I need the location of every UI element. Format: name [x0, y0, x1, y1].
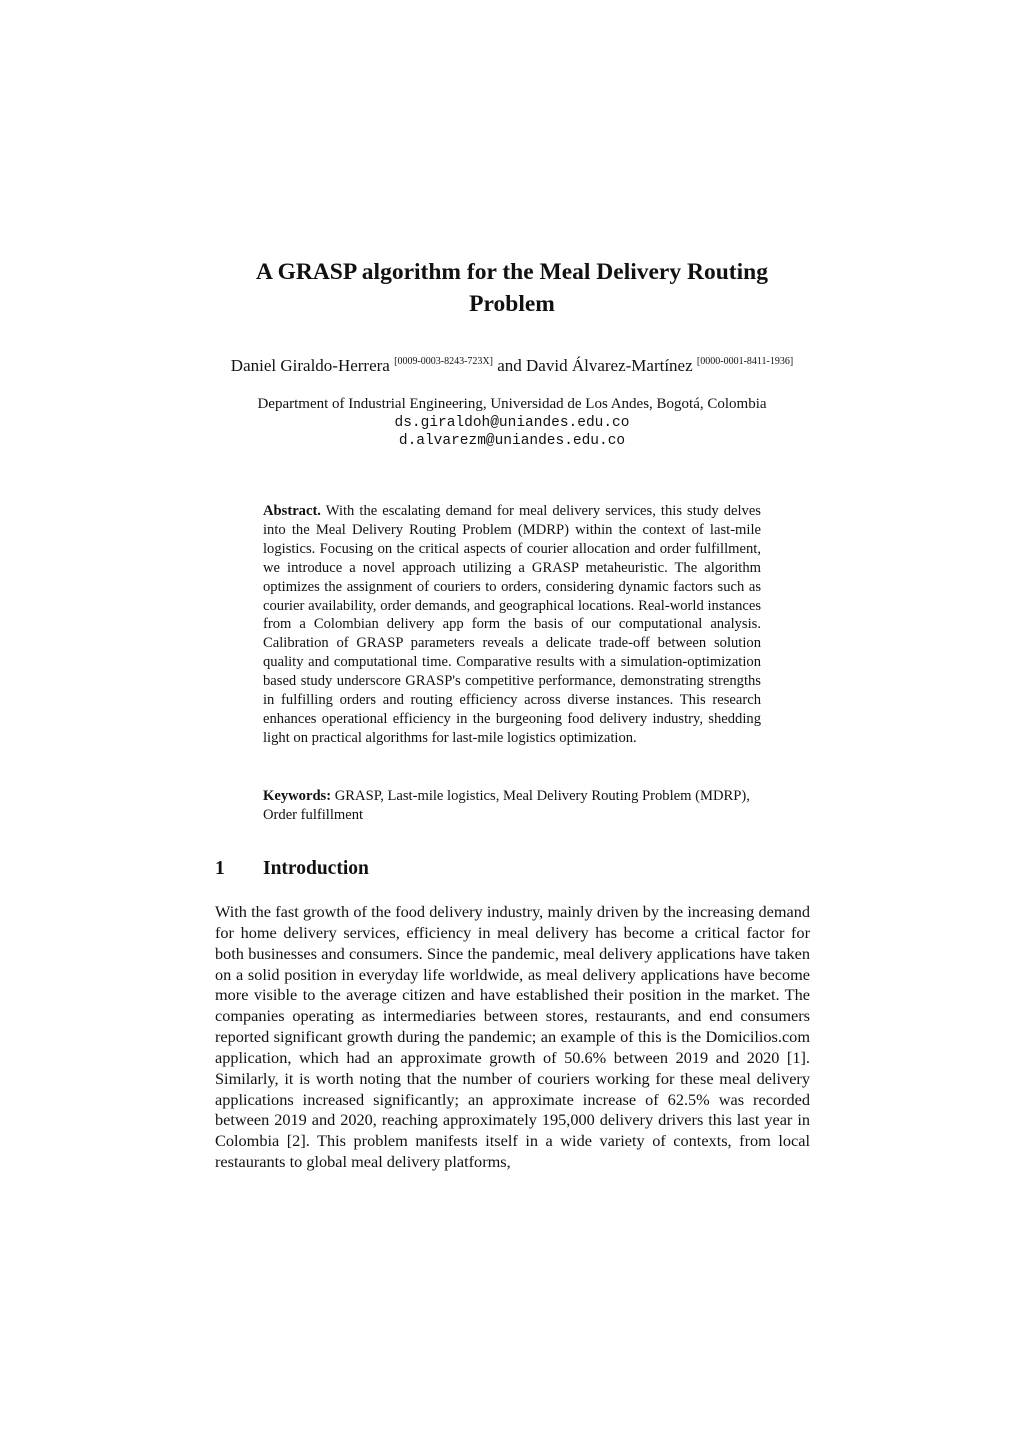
- section-number: 1: [215, 858, 225, 879]
- abstract-text: With the escalating demand for meal delivery services, this study delves into the Meal Delivery Routing Problem (MDRP) within the context of last-mile logistics. Focusing on the critical aspects of courier allocation and order fulfillment, we introduce a novel approach utilizing a GRASP metaheuristic. The algorithm optimizes the assignment of couriers to orders, considering dynamic factors such as courier availability, order demands, and geographical locations. Real-world instances from a Colombian delivery app form the basis of our computational analysis. Calibration of GRASP parameters reveals a delicate trade-off between solution quality and computational time. Comparative results with a simulation-optimization based study underscore GRASP's competitive performance, demonstrating strengths in fulfilling orders and routing efficiency across diverse instances. This research enhances operational efficiency in the burgeoning food delivery industry, shedding light on practical algorithms for last-mile logistics optimization.: [263, 503, 761, 746]
- section-title: Introduction: [263, 858, 369, 879]
- paper-title-line-2: Problem: [469, 291, 555, 317]
- body-text: [215, 902, 810, 1173]
- author-list: [140, 354, 884, 378]
- abstract-label: Abstract.: [263, 503, 321, 519]
- section-heading: [215, 856, 815, 882]
- abstract-paragraph: [263, 502, 761, 748]
- keywords: [263, 787, 761, 825]
- paper-title-line-1: A GRASP algorithm for the Meal Delivery Routing: [256, 259, 768, 285]
- author-2-email[interactable]: d.alvarezm@uniandes.edu.co: [398, 433, 626, 449]
- author-1-orcid: [0009-0003-8243-723X]: [394, 356, 493, 367]
- abstract: [263, 502, 761, 748]
- keywords-label: Keywords:: [263, 788, 332, 804]
- affiliation: Department of Industrial Engineering, Universidad de Los Andes, Bogotá, Colombia: [257, 396, 767, 412]
- author-2-orcid: [0000-0001-8411-1936]: [696, 356, 794, 367]
- author-1-email[interactable]: ds.giraldoh@uniandes.edu.co: [394, 414, 630, 431]
- author-conjunction: and: [492, 356, 527, 375]
- intro-paragraph: With the fast growth of the food delivery industry, mainly driven by the increasing demand for home delivery services, efficiency in meal delivery has become a critical factor for both businesses and consumers. Since the pandemic, meal delivery applications have taken on a solid position in everyday life worldwide, as meal delivery applications have become more visible to the average citizen and have established their position in the market. The companies operating as intermediaries between stores, restaurants, and end consumers reported significant growth during the pandemic; an example of this is the Domicilios.com application, which had an approximate growth of 50.6% between 2019 and 2020 [1]. Similarly, it is worth noting that the number of couriers working for these meal delivery applications increased significantly; an approximate increase of 62.5% was recorded between 2019 and 2020, reaching approximately 195,000 delivery drivers this last year in Colombia [2]. This problem manifests itself in a wide variety of contexts, from local restaurants to global meal delivery platforms,: [215, 902, 810, 1172]
- affiliation-block: [140, 395, 884, 451]
- keywords-text: GRASP, Last-mile logistics, Meal Delivery Routing Problem (MDRP), Order fulfillment: [263, 788, 750, 823]
- author-1-name: Daniel Giraldo-Herrera: [230, 356, 390, 375]
- author-2-name: David Álvarez-Martínez: [526, 356, 693, 375]
- paper-title: [200, 256, 824, 320]
